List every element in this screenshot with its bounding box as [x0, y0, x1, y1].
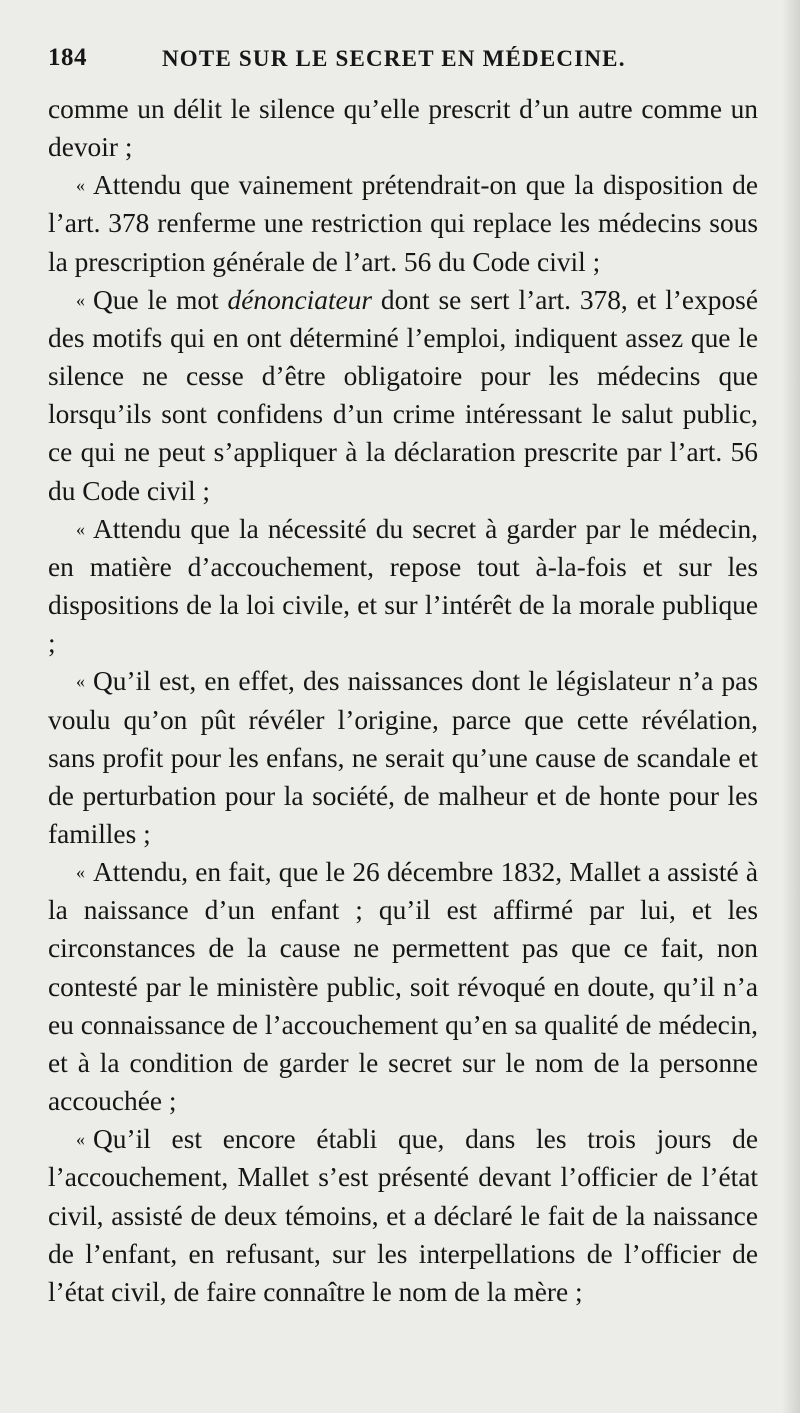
paragraph-text: Qu’il est, en effet, des naissances dont le législateur n’a pas voulu qu’on pût révéler l’origine, parce que cette révélation, sans profit pour les enfans, ne serait qu’une cause de scandale et de perturbation pour la société, de malheur et de honte pour les familles ;: [48, 666, 758, 849]
guillemet-mark: «: [76, 518, 85, 539]
page-edge-shadow: [782, 0, 800, 1413]
paragraph-text-before-term: Que le mot: [93, 284, 228, 315]
paragraph-text: Attendu que la nécessité du secret à garder par le médecin, en matière d’accouchement, repose tout à-la-fois et sur les dispositions de la loi civile, et sur l’intérêt de la morale publique ;: [48, 513, 758, 659]
paragraph-text: Attendu, en fait, que le 26 décembre 1832, Mallet a assisté à la naissance d’un enfant ; qu’il est affirmé par lui, et les circonstances de la cause ne permettent pas que ce fait, non contesté par le ministère public, soit révoqué en doute, qu’il n’a eu connaissance de l’accouchement qu’en sa qualité de médecin, et à la condition de garder le secret sur le nom de la personne accouchée ;: [48, 857, 758, 1117]
paragraph-text: Attendu que vainement prétendrait-on que la disposition de l’art. 378 renferme une restriction qui replace les médecins sous la prescription générale de l’art. 56 du Code civil ;: [48, 170, 758, 277]
body-text: [48, 90, 758, 1311]
paragraph-denonciateur: [48, 281, 758, 510]
guillemet-mark: «: [76, 175, 85, 196]
paragraph-necessite-secret: [48, 510, 758, 663]
guillemet-mark: «: [76, 1129, 85, 1150]
paragraph-continuation: [48, 90, 758, 166]
page-number: 184: [48, 44, 87, 71]
paragraph-text-after-term: dont se sert l’art. 378, et l’exposé des motifs qui en ont déterminé l’emploi, indiquent assez que le silence ne cesse d’être obligatoire pour les médecins que lorsqu’ils sont confidens d’un crime intéressant le salut public, ce qui ne peut s’appliquer à la déclaration prescrite par l’art. 56 du Code civil ;: [48, 284, 758, 506]
paragraph-naissances: [48, 662, 758, 853]
italic-term: dénonciateur: [227, 284, 373, 315]
guillemet-mark: «: [76, 289, 85, 310]
guillemet-mark: «: [76, 671, 85, 692]
paragraph-text: Qu’il est encore établi que, dans les trois jours de l’accouchement, Mallet s’est présenté devant l’officier de l’état civil, assisté de deux témoins, et a déclaré le fait de la naissance de l’enfant, en refusant, sur les interpellations de l’officier de l’état civil, de faire connaître le nom de la mère ;: [48, 1124, 758, 1307]
paragraph-attendu-disposition: [48, 166, 758, 280]
paragraph-text: comme un délit le silence qu’elle prescrit d’un autre comme un devoir ;: [48, 94, 758, 163]
running-head: [48, 44, 760, 80]
paragraph-etat-civil: [48, 1120, 758, 1311]
guillemet-mark: «: [76, 862, 85, 883]
running-title: NOTE SUR LE SECRET EN MÉDECINE.: [162, 46, 626, 71]
paragraph-attendu-en-fait: [48, 853, 758, 1120]
